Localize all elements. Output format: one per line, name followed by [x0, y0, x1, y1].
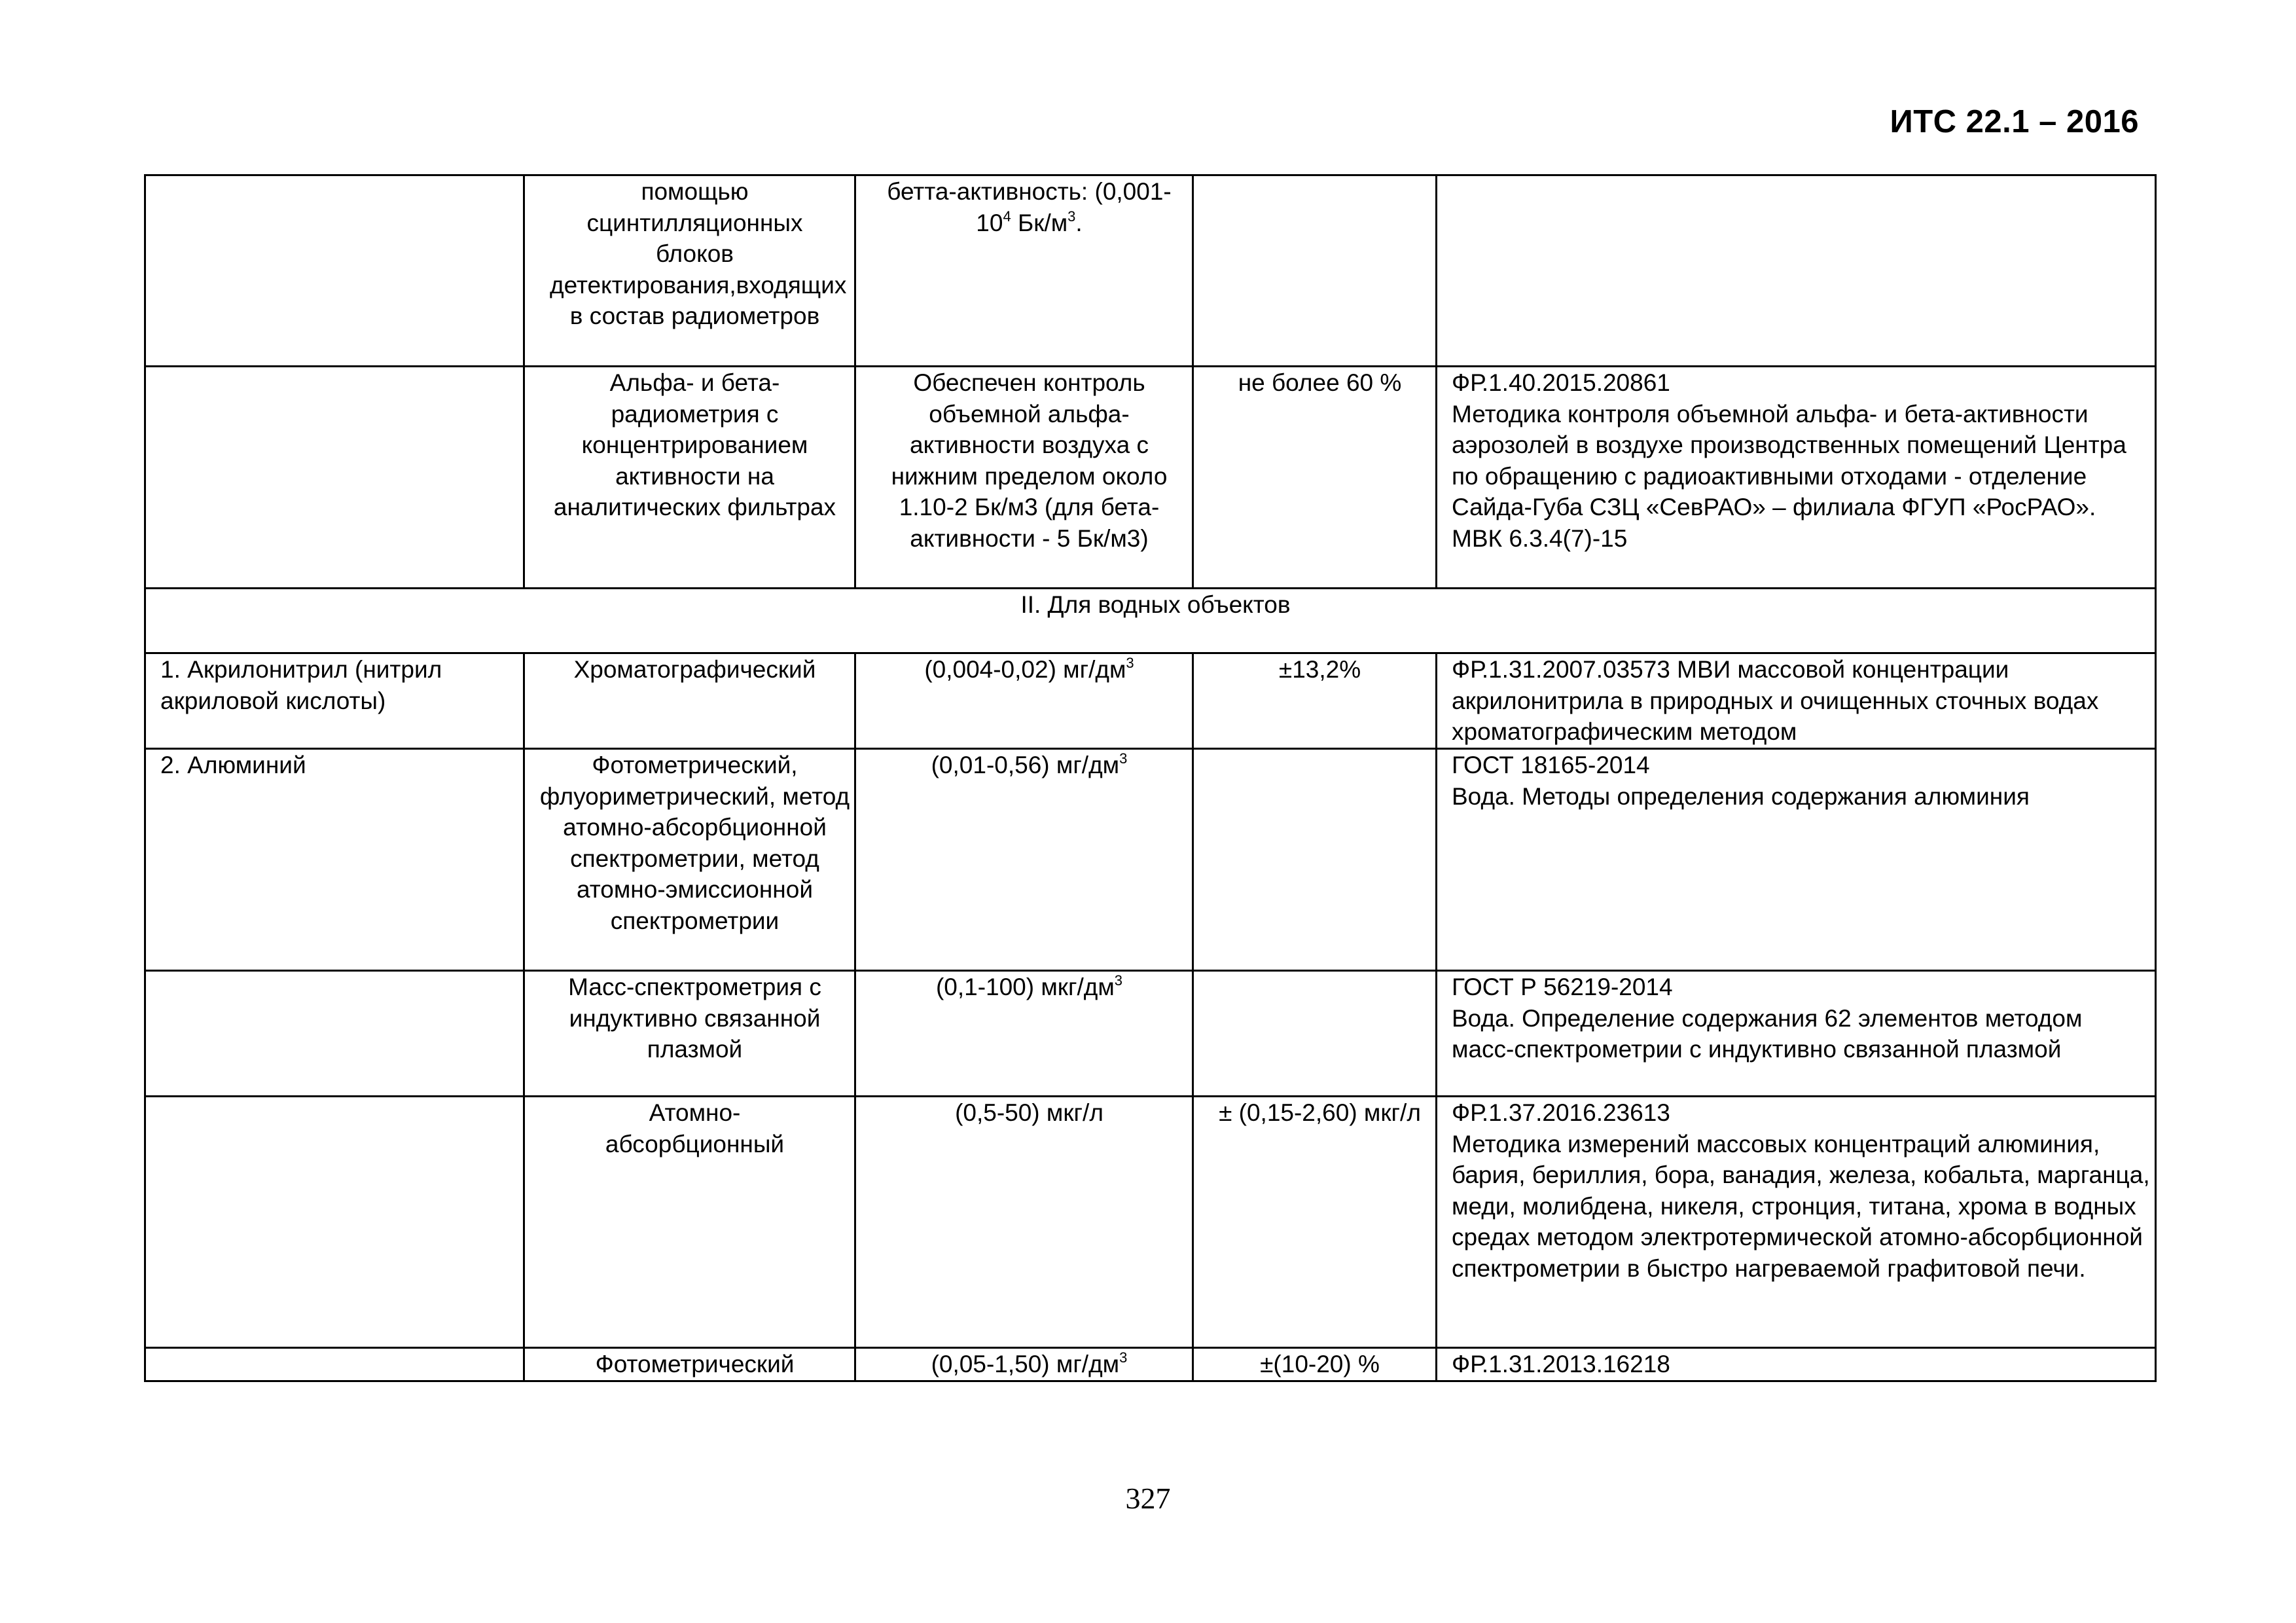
method-text: Фотометрический, флуориметрический, метод атомно-абсорбционной спектрометрии, метод атомно-эмиссионной спектрометрии — [539, 752, 850, 934]
cell-method — [524, 653, 855, 749]
document-code: ФР.1.40.2015.20861 — [1452, 369, 1670, 396]
cell-method — [524, 1348, 855, 1381]
range-text: (0,05-1,50) $мг/дм^3$ — [931, 1349, 1128, 1377]
method-text: Масс-спектрометрия с индуктивно связанной плазмой — [568, 974, 821, 1063]
substance-text: 1. Акрилонитрил (нитрил акриловой кислоты) — [160, 656, 442, 714]
table-row — [145, 1097, 2156, 1348]
document-code: ФР.1.37.2016.23613 — [1452, 1099, 1670, 1126]
method-text: Фотометрический — [595, 1351, 795, 1377]
cell-substance — [145, 1097, 524, 1348]
range-text: бетта-активность: ($0,001-10^4$ $Бк/м^3$. — [887, 178, 1172, 236]
cell-range — [855, 175, 1193, 367]
cell-error — [1193, 1097, 1437, 1348]
section-row — [145, 589, 2156, 653]
document-code: ГОСТ 18165-2014 — [1452, 752, 1650, 778]
document-title: Методика контроля объемной альфа- и бета-активности аэрозолей в воздухе производственных помещений Центра по обращению с радиоактивными отходами - отделение Сайда-Губа СЗЦ «СевРАО» – филиала ФГУП «РосРАО». МВК 6.3.4(7)-15 — [1452, 400, 2126, 552]
document-title: Вода. Определение содержания 62 элементов методом масс-спектрометрии с индуктивно связанной плазмой — [1452, 1004, 2083, 1063]
cell-range — [855, 1097, 1193, 1348]
cell-substance — [145, 749, 524, 971]
cell-method — [524, 971, 855, 1097]
cell-substance — [145, 367, 524, 589]
error-text: ±13,2% — [1278, 656, 1361, 683]
cell-error — [1193, 175, 1437, 367]
error-text: не более 60 % — [1238, 369, 1402, 396]
cell-method — [524, 367, 855, 589]
range-text: Обеспечен контроль объемной альфа-активности воздуха с нижним пределом около 1.10-2 Бк/м3 (для бета-активности - 5 Бк/м3) — [891, 369, 1168, 552]
cell-error — [1193, 971, 1437, 1097]
cell-error — [1193, 367, 1437, 589]
range-text: (0,01-0,56) $мг/дм^3$ — [931, 750, 1128, 778]
cell-error — [1193, 749, 1437, 971]
cell-document — [1437, 367, 2156, 589]
cell-document — [1437, 749, 2156, 971]
cell-substance — [145, 653, 524, 749]
table-row — [145, 1348, 2156, 1381]
cell-document — [1437, 1348, 2156, 1381]
table-row — [145, 749, 2156, 971]
document-code: ГОСТ Р 56219-2014 — [1452, 974, 1673, 1000]
error-text: ±(10-20) % — [1260, 1351, 1380, 1377]
section-heading: II. Для водных объектов — [145, 589, 2156, 653]
methods-table — [144, 174, 2157, 1382]
cell-method — [524, 175, 855, 367]
cell-range — [855, 1348, 1193, 1381]
method-text: помощью сцинтилляционных блоков детектирования,входящих в состав радиометров — [550, 178, 847, 329]
table-row — [145, 175, 2156, 367]
cell-error — [1193, 653, 1437, 749]
cell-range — [855, 653, 1193, 749]
document-title: Вода. Методы определения содержания алюминия — [1452, 782, 2030, 810]
cell-document — [1437, 1097, 2156, 1348]
cell-document — [1437, 653, 2156, 749]
table-row — [145, 367, 2156, 589]
range-text: (0,5-50) мкг/л — [955, 1099, 1103, 1126]
error-text: ± (0,15-2,60) мкг/л — [1219, 1099, 1421, 1126]
method-text: Атомно-абсорбционный — [605, 1099, 785, 1158]
method-text: Альфа- и бета-радиометрия с концентрированием активности на аналитических фильтрах — [553, 369, 836, 520]
table-row — [145, 653, 2156, 749]
cell-substance — [145, 175, 524, 367]
cell-method — [524, 1097, 855, 1348]
document-title: Методика измерений массовых концентраций алюминия, бария, бериллия, бора, ванадия, железа, кобальта, марганца, меди, молибдена, никеля, стронция, титана, хрома в водных средах методом электротермической атомно-абсорбционной спектрометрии в быстро нагреваемой графитовой печи. — [1452, 1130, 2150, 1282]
cell-substance — [145, 971, 524, 1097]
document-id: ИТС 22.1 – 2016 — [1890, 104, 2139, 139]
page-number: 327 — [1125, 1482, 1171, 1515]
method-text: Хроматографический — [573, 656, 816, 683]
cell-document — [1437, 971, 2156, 1097]
table-row — [145, 971, 2156, 1097]
cell-method — [524, 749, 855, 971]
document-title: ФР.1.31.2007.03573 МВИ массовой концентрации акрилонитрила в природных и очищенных сточных водах хроматографическим методом — [1452, 656, 2099, 745]
cell-range — [855, 749, 1193, 971]
cell-range — [855, 367, 1193, 589]
range-text: (0,004-0,02) $мг/дм^3$ — [924, 655, 1134, 683]
range-text: (0,1-100) мкг/$дм^3$ — [935, 972, 1123, 1000]
cell-document — [1437, 175, 2156, 367]
substance-text: 2. Алюминий — [160, 752, 306, 778]
cell-error — [1193, 1348, 1437, 1381]
cell-substance — [145, 1348, 524, 1381]
cell-range — [855, 971, 1193, 1097]
document-code: ФР.1.31.2013.16218 — [1452, 1351, 1670, 1377]
